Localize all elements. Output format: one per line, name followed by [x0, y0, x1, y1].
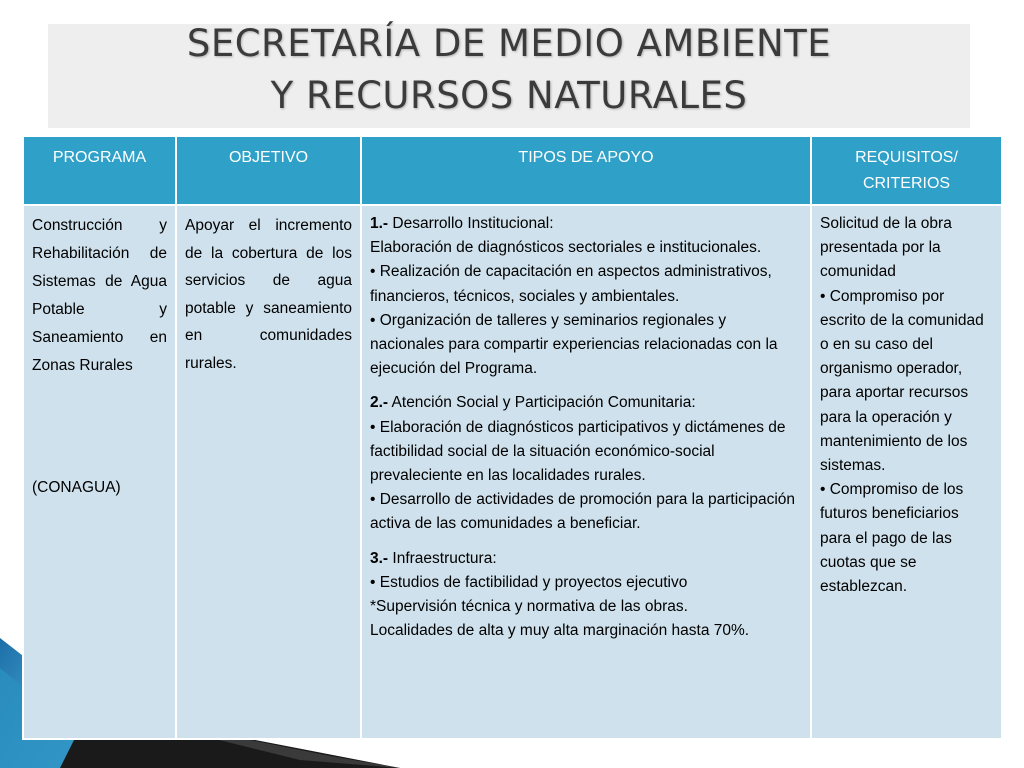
section-1-number: 1.- — [370, 215, 389, 232]
cell-programa — [23, 205, 176, 739]
support-programs-table — [22, 135, 1003, 740]
section-2-number: 2.- — [370, 394, 389, 412]
header-requisitos-line-1: REQUISITOS/ — [855, 149, 958, 166]
header-objetivo: OBJETIVO — [176, 136, 361, 205]
section-1-line-1: Elaboración de diagnósticos sectoriales e institucionales. — [370, 239, 762, 257]
section-1-line-2: • Realización de capacitación en aspectos administrativos, financieros, técnicos, sociales y ambientales. — [370, 263, 772, 305]
section-3-number: 3.- — [370, 549, 389, 567]
section-2-line-2: • Desarrollo de actividades de promoción para la participación activa de las comunidades a beneficiar. — [370, 491, 796, 533]
header-requisitos — [811, 136, 1002, 205]
requisitos-line-2: • Compromiso por escrito de la comunidad o en su caso del organismo operador, para aportar recursos para la operación y mantenimiento de los sistemas. — [820, 287, 984, 475]
section-1-heading: Desarrollo Institucional: — [388, 215, 554, 232]
table-row — [23, 205, 1002, 739]
section-3-line-3: Localidades de alta y muy alta marginación hasta 70%. — [370, 622, 750, 640]
slide-title-line-2: Y RECURSOS NATURALES — [270, 74, 748, 117]
table-header-row — [23, 136, 1002, 205]
section-3-line-1: • Estudios de factibilidad y proyectos ejecutivo — [370, 573, 688, 591]
section-2-heading: Atención Social y Participación Comunitaria: — [388, 394, 696, 412]
section-3-heading: Infraestructura: — [388, 549, 497, 567]
requisitos-line-3: • Compromiso de los futuros beneficiarios para el pago de las cuotas que se establezcan. — [820, 481, 964, 596]
support-section-3 — [370, 547, 802, 644]
cell-tipos-de-apoyo — [361, 205, 811, 739]
support-section-2 — [370, 391, 802, 536]
programa-name: Construcción y Rehabilitación de Sistemas de Agua Potable y Saneamiento en Zonas Rurales — [32, 217, 167, 374]
programa-agency: (CONAGUA) — [32, 479, 121, 496]
cell-requisitos — [811, 205, 1002, 739]
section-3-line-2: *Supervisión técnica y normativa de las obras. — [370, 598, 688, 616]
support-section-1 — [370, 212, 802, 381]
header-tipos-de-apoyo: TIPOS DE APOYO — [361, 136, 811, 205]
section-1-line-3: • Organización de talleres y seminarios regionales y nacionales para compartir experiencias relacionadas con la ejecución del Programa. — [370, 311, 778, 378]
header-programa: PROGRAMA — [23, 136, 176, 205]
cell-objetivo — [176, 205, 361, 739]
slide-title-line-1: SECRETARÍA DE MEDIO AMBIENTE — [186, 22, 832, 65]
section-2-line-1: • Elaboración de diagnósticos participativos y dictámenes de factibilidad social de la situación económico-social prevaleciente en las localidades rurales. — [370, 418, 786, 485]
objetivo-text: Apoyar el incremento de la cobertura de los servicios de agua potable y saneamiento en comunidades rurales. — [185, 217, 352, 372]
requisitos-line-1: Solicitud de la obra presentada por la comunidad — [820, 215, 952, 281]
header-requisitos-line-2: CRITERIOS — [862, 175, 951, 192]
